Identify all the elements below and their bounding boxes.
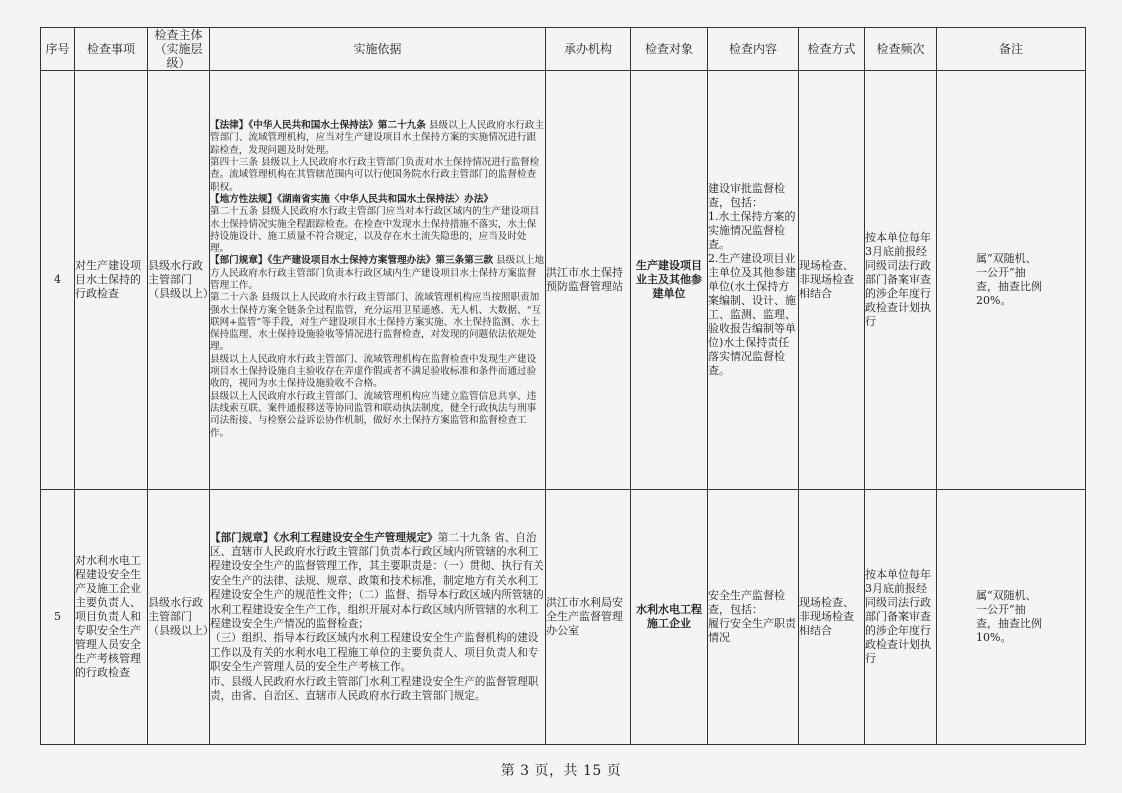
- row-remark: [937, 490, 1086, 745]
- header-agency: 承办机构: [546, 28, 631, 71]
- basis-paragraph: 第四十三条 县级以上人民政府水行政主管部门负责对水土保持情况进行监督检查。流域管理机构在其管辖范围内可以行使国务院水行政主管部门的监督检查职权。: [210, 157, 540, 193]
- header-target: 检查对象: [631, 28, 708, 71]
- basis-paragraph: 【部门规章】《水利工程建设安全生产管理规定》第二十九条 省、自治区、直辖市人民政府水行政主管部门负责本行政区域内所管辖的水利工程建设安全生产的监督管理工作，其主要职责是：（一）贯彻、执行有关安全生产的法律、法规、规章、政策和技术标准，制定地方有关水利工程建设安全生产的规范性文件；（二）监督、指导本行政区域内所管辖的水利工程建设安全生产工作，组织开展对本行政区域内所管辖的水利工程建设安全生产情况的监督检查；: [210, 531, 544, 630]
- header-basis: 实施依据: [210, 28, 546, 71]
- table-row: [41, 71, 1086, 490]
- row-basis: [210, 490, 546, 745]
- header-frequency: 检查频次: [865, 28, 937, 71]
- basis-paragraph: 第二十六条 县级以上人民政府水行政主管部门、流域管理机构应当按照职责加强水土保持方案全链条全过程监管，充分运用卫星遥感、无人机、大数据、“互联网+监管”等手段，对生产建设项目水土保持方案实施、水土保持监测、水土保持监理、水土保持设施验收等情况进行监督检查，对发现的问题依法依规处理。: [210, 292, 542, 353]
- basis-paragraph: 市、县级人民政府水行政主管部门水利工程建设安全生产的监督管理职责，由省、自治区、直辖市人民政府水行政主管部门规定。: [210, 675, 539, 703]
- basis-paragraph: 县级以上人民政府水行政主管部门、流域管理机构在监督检查中发现生产建设项目水土保持设施自主验收存在弄虚作假或者不满足验收标准和条件而通过验收的，视同为水土保持设施验收不合格。: [210, 353, 537, 390]
- row-remark: [937, 71, 1086, 490]
- remark-text: 属“双随机、一公开”抽查，抽查比例10%。: [976, 589, 1042, 644]
- row-basis: [210, 71, 546, 490]
- basis-paragraph: 【部门规章】《生产建设项目水土保持方案管理办法》第三条第三款 县级以上地方人民政府水行政主管部门负责本行政区域内生产建设项目水土保持方案监督管理工作。: [210, 255, 545, 291]
- row-frequency: 按本单位每年3月底前报经同级司法行政部门备案审查的涉企年度行政检查计划执行: [865, 71, 937, 490]
- row-target: 生产建设项目业主及其他参建单位: [631, 71, 708, 490]
- basis-paragraph: 县级以上人民政府水行政主管部门、流域管理机构应当建立监管信息共享、违法线索互联、案件通报移送等协同监管和联动执法制度，健全行政执法与刑事司法衔接、与检察公益诉讼协作机制，做好水土保持方案监管和监督检查工作。: [210, 390, 537, 439]
- row-subject: 县级水行政主管部门（县级以上）: [148, 71, 210, 490]
- row-seq: 4: [41, 71, 75, 490]
- header-subject: 检查主体（实施层级）: [148, 28, 210, 71]
- row-frequency: 按本单位每年3月底前报经同级司法行政部门备案审查的涉企年度行政检查计划执行: [865, 490, 937, 745]
- header-method: 检查方式: [799, 28, 865, 71]
- row-agency: 洪江市水土保持预防监督管理站: [546, 71, 631, 490]
- basis-paragraph: 第二十五条 县级人民政府水行政主管部门应当对本行政区域内的生产建设项目水土保持情况实施全程跟踪检查。在检查中发现水土保持措施不落实，水土保持设施设计、施工质量不符合规定，以及存在水土流失隐患的，应当及时处理。: [210, 206, 540, 255]
- page-number: 第 3 页，共 15 页: [500, 763, 622, 779]
- remark-text: 属“双随机、一公开”抽查，抽查比例20%。: [976, 252, 1042, 307]
- row-agency: 洪江市水利局安全生产监督管理办公室: [546, 490, 631, 745]
- basis-paragraph: 【地方性法规】《湖南省实施〈中华人民共和国水土保持法〉办法》: [210, 193, 494, 205]
- row-subject: 县级水行政主管部门（县级以上）: [148, 490, 210, 745]
- inspection-table: [40, 27, 1086, 745]
- table-header-row: [41, 28, 1086, 71]
- row-item: 对水利水电工程建设安全生产及施工企业主要负责人、项目负责人和专职安全生产管理人员安全生产考核管理的行政检查: [75, 490, 148, 745]
- basis-paragraph: （三）组织、指导本行政区域内水利工程建设安全生产监督机构的建设工作以及有关的水利水电工程施工单位的主要负责人、项目负责人和专职安全生产管理人员的安全生产考核工作。: [210, 632, 539, 674]
- header-seq: 序号: [41, 28, 75, 71]
- row-content: 安全生产监督检查，包括： 履行安全生产职责情况: [708, 490, 799, 745]
- table-row: [41, 490, 1086, 745]
- basis-paragraph: 【法律】《中华人民共和国水土保持法》第二十九条 县级以上人民政府水行政主管部门、流域管理机构，应当对生产建设项目水土保持方案的实施情况进行跟踪检查，发现问题及时处理。: [210, 120, 545, 156]
- header-content: 检查内容: [708, 28, 799, 71]
- header-remark: 备注: [937, 28, 1086, 71]
- row-seq: 5: [41, 490, 75, 745]
- header-item: 检查事项: [75, 28, 148, 71]
- row-target: 水利水电工程施工企业: [631, 490, 708, 745]
- row-content: 建设审批监督检查，包括： 1.水土保持方案的实施情况监督检查。 2.生产建设项目业主单位及其他参建单位(水土保持方案编制、设计、施工、监测、监理、验收报告编制等单位)水土保持责任落实情况监督检查。: [708, 71, 799, 490]
- row-method: 现场检查、非现场检查相结合: [799, 71, 865, 490]
- row-method: 现场检查、非现场检查相结合: [799, 490, 865, 745]
- row-item: 对生产建设项目水土保持的行政检查: [75, 71, 148, 490]
